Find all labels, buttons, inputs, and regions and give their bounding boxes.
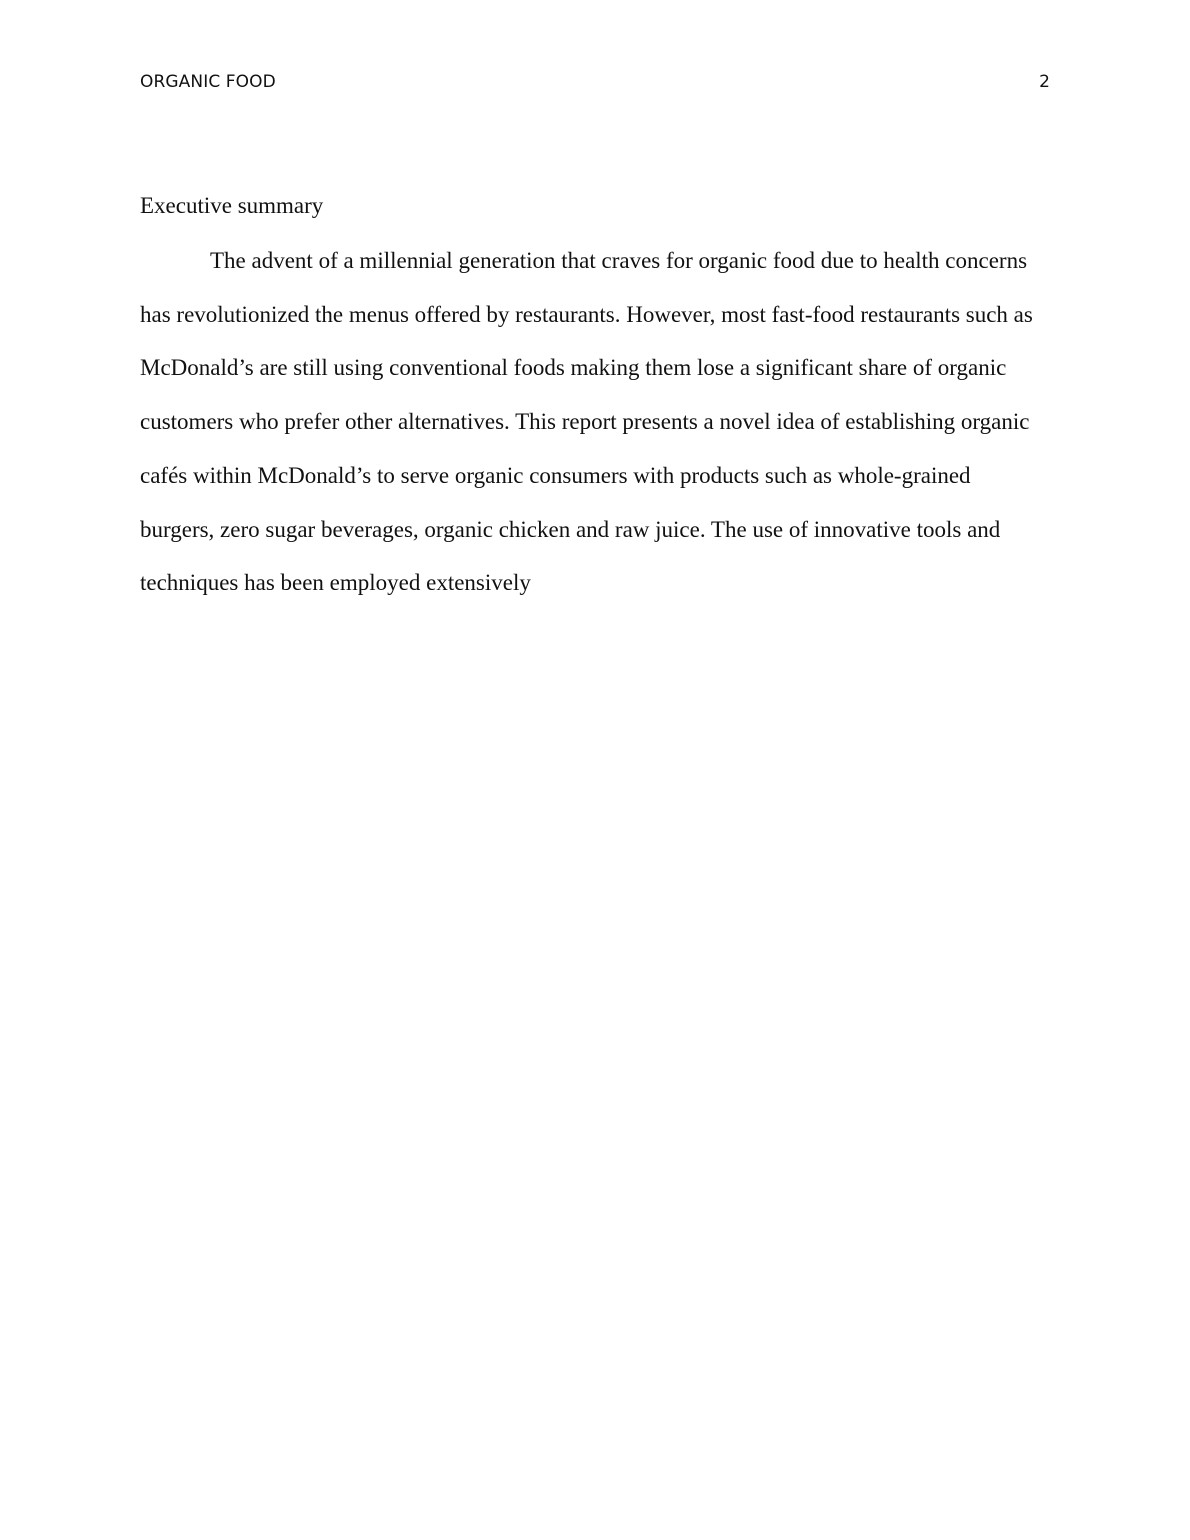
paragraph-line: McDonald’s are still using conventional foods making them lose a significant share of organic xyxy=(140,355,1007,381)
paragraph-line: has revolutionized the menus offered by restaurants. However, most fast-food restaurants such as xyxy=(140,301,1033,327)
paragraph-line: techniques has been employed extensively xyxy=(140,570,531,596)
paragraph-line: burgers, zero sugar beverages, organic chicken and raw juice. The use of innovative tools and xyxy=(140,516,1001,542)
page-number: 2 xyxy=(1039,72,1050,92)
paragraph-line: The advent of a millennial generation that craves for organic food due to health concerns xyxy=(210,248,1028,273)
running-head: ORGANIC FOOD xyxy=(140,72,276,92)
executive-summary-paragraph xyxy=(140,234,1052,610)
paragraph-line: customers who prefer other alternatives. This report presents a novel idea of establishing organic xyxy=(140,409,1030,435)
section-heading: Executive summary xyxy=(140,193,324,218)
paragraph-line: cafés within McDonald’s to serve organic consumers with products such as whole-grained xyxy=(140,462,971,488)
